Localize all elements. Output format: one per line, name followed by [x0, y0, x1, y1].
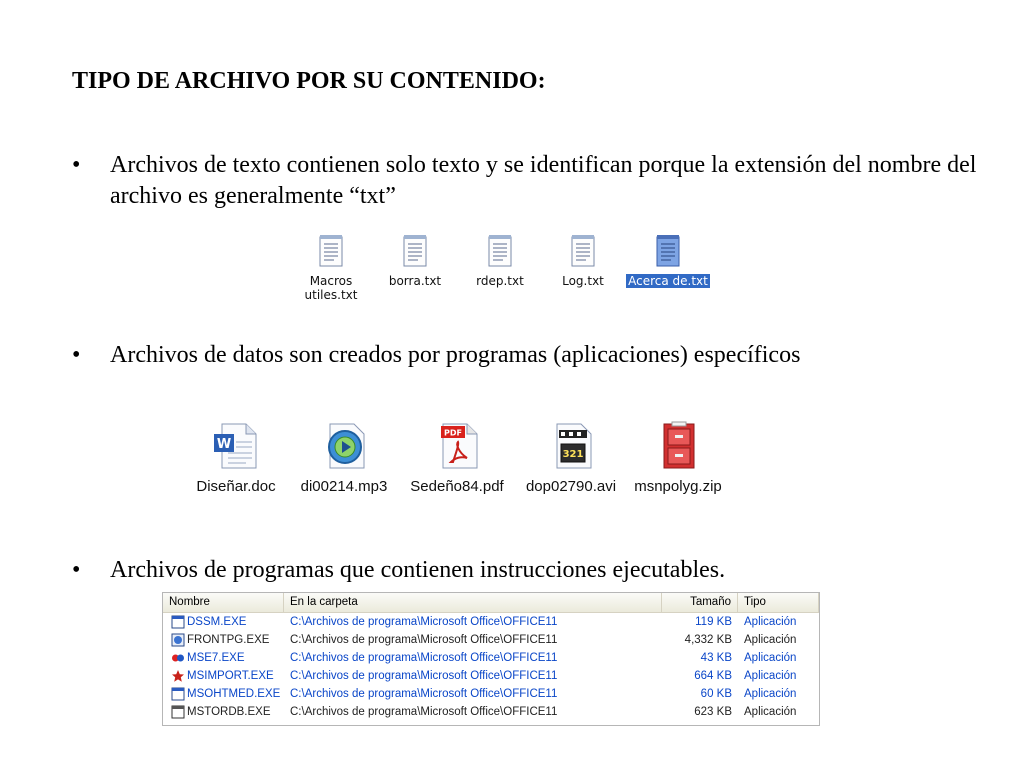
text-file-icon [401, 234, 429, 268]
pdf-document-icon [431, 420, 483, 472]
table-row[interactable] [163, 703, 819, 721]
word-document-icon [210, 420, 262, 472]
file-item-log[interactable] [552, 234, 614, 288]
text-file-icon [569, 234, 597, 268]
file-label: di00214.mp3 [300, 478, 388, 495]
file-item-mp3[interactable] [296, 420, 392, 495]
file-folder: C:\Archivos de programa\Microsoft Office\OFFICE11 [290, 670, 558, 682]
text-file-icon [654, 234, 682, 268]
file-type: Aplicación [744, 652, 797, 664]
column-header-folder[interactable]: En la carpeta [284, 593, 662, 612]
file-name: MSOHTMED.EXE [187, 688, 281, 700]
file-folder: C:\Archivos de programa\Microsoft Office\OFFICE11 [290, 706, 558, 718]
bullet-text: Archivos de datos son creados por programas (aplicaciones) específicos [110, 342, 801, 368]
file-name: FRONTPG.EXE [187, 634, 270, 646]
file-name: MSIMPORT.EXE [187, 670, 274, 682]
program-file-list [162, 592, 820, 726]
import-star-icon [171, 669, 185, 683]
file-label: borra.txt [388, 274, 442, 288]
file-name: DSSM.EXE [187, 616, 247, 628]
file-item-macros[interactable] [300, 234, 362, 302]
svg-text:PDF: PDF [444, 428, 462, 438]
file-folder: C:\Archivos de programa\Microsoft Office\OFFICE11 [290, 616, 558, 628]
svg-text:W: W [216, 437, 232, 452]
file-item-zip[interactable] [630, 420, 726, 495]
file-size: 43 KB [700, 652, 732, 664]
bullet-marker: • [72, 152, 81, 178]
table-row[interactable] [163, 685, 819, 703]
bullet-text: Archivos de texto contienen solo texto y se identifican porque la extensión del nombre del archivo es generalmente “txt” [110, 152, 977, 209]
table-row[interactable] [163, 631, 819, 649]
bullet-text: Archivos de programas que contienen instrucciones ejecutables. [110, 557, 726, 583]
frontpage-icon [171, 633, 185, 647]
file-type: Aplicación [744, 706, 797, 718]
table-row[interactable] [163, 649, 819, 667]
script-editor-icon [171, 651, 185, 665]
file-folder: C:\Archivos de programa\Microsoft Office\OFFICE11 [290, 652, 558, 664]
file-label: Sedeño84.pdf [410, 478, 504, 495]
file-label: msnpolyg.zip [634, 478, 722, 495]
table-row[interactable] [163, 667, 819, 685]
bullet-marker: • [72, 342, 81, 368]
file-label: Diseñar.doc [196, 478, 276, 495]
svg-text:321: 321 [562, 449, 584, 460]
file-item-acerca-selected[interactable] [624, 234, 712, 288]
file-label: rdep.txt [476, 274, 524, 288]
application-window-icon [171, 615, 185, 629]
file-item-pdf[interactable] [403, 420, 511, 495]
text-file-icon [317, 234, 345, 268]
column-header-size[interactable]: Tamaño [662, 593, 738, 612]
file-item-borra[interactable] [383, 234, 447, 288]
file-item-doc[interactable] [190, 420, 282, 495]
file-size: 4,332 KB [684, 634, 732, 646]
bullet-marker: • [72, 557, 81, 583]
file-label: dop02790.avi [525, 478, 617, 495]
file-size: 119 KB [695, 616, 732, 628]
column-header-name[interactable]: Nombre [163, 593, 284, 612]
table-row[interactable] [163, 613, 819, 631]
text-file-icon [486, 234, 514, 268]
file-item-rdep[interactable] [468, 234, 532, 288]
list-header [163, 593, 819, 613]
file-label: Macros utiles.txt [304, 274, 358, 302]
application-window-icon [171, 705, 185, 719]
file-label: Log.txt [562, 274, 604, 288]
file-type: Aplicación [744, 634, 797, 646]
slide-title: TIPO DE ARCHIVO POR SU CONTENIDO: [72, 68, 546, 94]
video-clip-icon [545, 420, 597, 472]
file-label: Acerca de.txt [628, 274, 708, 288]
file-size: 664 KB [694, 670, 732, 682]
media-player-icon [318, 420, 370, 472]
column-header-type[interactable]: Tipo [738, 593, 819, 612]
file-folder: C:\Archivos de programa\Microsoft Office\OFFICE11 [290, 634, 558, 646]
file-name: MSTORDB.EXE [187, 706, 271, 718]
application-window-icon [171, 687, 185, 701]
file-name: MSE7.EXE [187, 652, 245, 664]
file-type: Aplicación [744, 688, 797, 700]
file-size: 623 KB [694, 706, 732, 718]
file-size: 60 KB [700, 688, 732, 700]
file-folder: C:\Archivos de programa\Microsoft Office\OFFICE11 [290, 688, 558, 700]
zip-cabinet-icon [652, 420, 704, 472]
file-type: Aplicación [744, 616, 797, 628]
file-item-avi[interactable] [518, 420, 624, 495]
file-type: Aplicación [744, 670, 797, 682]
